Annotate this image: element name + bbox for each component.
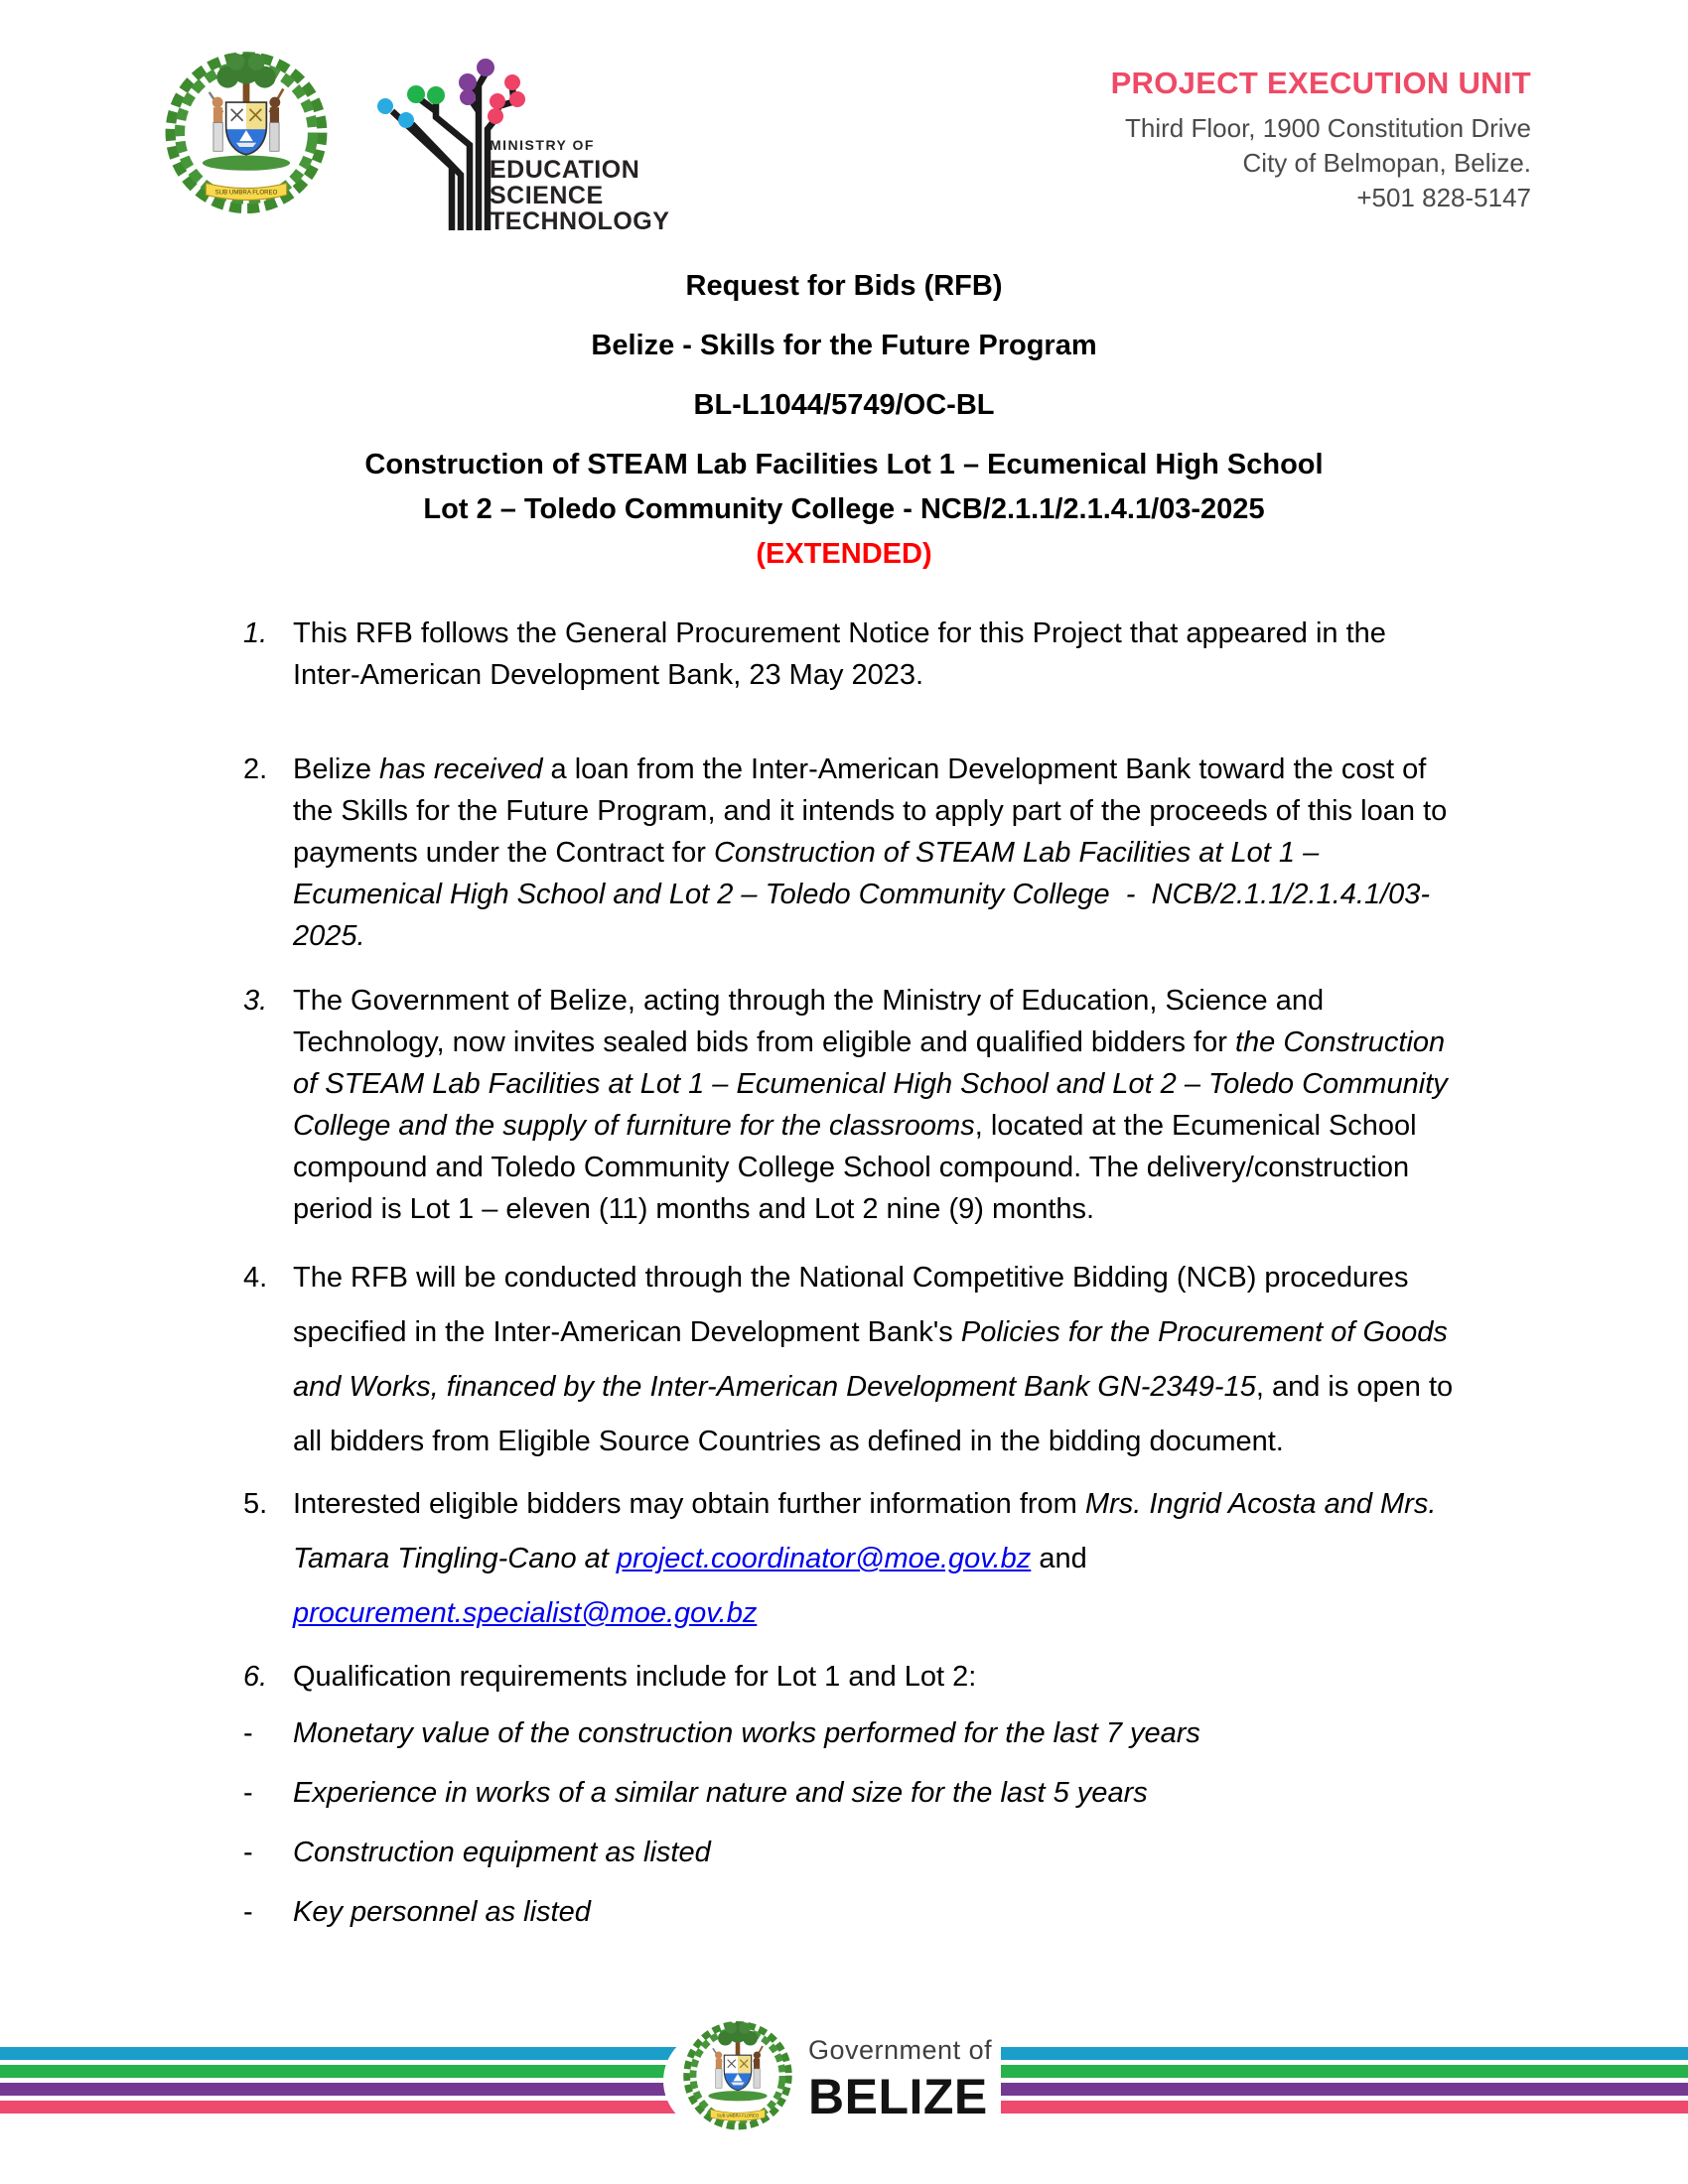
bullet-text: Construction equipment as listed	[293, 1837, 711, 1868]
bullet-dash: -	[243, 1837, 253, 1868]
peu-title: PROJECT EXECUTION UNIT	[1110, 66, 1531, 100]
footer-coat-of-arms-icon	[681, 2013, 794, 2142]
bullet-item-4	[243, 1891, 1460, 1933]
paragraph-2-text	[293, 749, 1460, 957]
paragraph-5-number: 5.	[243, 1488, 268, 1520]
title-construction-lot1: Construction of STEAM Lab Facilities Lot 1 – Ecumenical High School	[364, 449, 1324, 480]
text-segment: The RFB will be conducted through the National Competitive Bidding (NCB) procedures specified in the Inter-American Development Bank's	[293, 1262, 1417, 1348]
bullet-item-3	[243, 1832, 1460, 1873]
header	[162, 42, 1531, 233]
paragraph-1	[243, 613, 1460, 696]
text-segment: Belize	[293, 753, 380, 785]
peu-phone: +501 828-5147	[1356, 183, 1531, 212]
bullet-item-1	[243, 1712, 1460, 1754]
footer-belize: BELIZE	[808, 2069, 988, 2124]
bullet-text: Experience in works of a similar nature and size for the last 5 years	[293, 1777, 1148, 1809]
bullet-text: Monetary value of the construction works performed for the last 7 years	[293, 1717, 1200, 1749]
paragraph-4-text	[293, 1251, 1460, 1469]
title-program: Belize - Skills for the Future Program	[591, 330, 1097, 361]
bullet-dash: -	[243, 1896, 253, 1928]
text-segment-italic: has received	[379, 753, 543, 785]
paragraph-3	[243, 980, 1460, 1230]
title-loan-number: BL-L1044/5749/OC-BL	[693, 389, 995, 421]
paragraph-4-number: 4.	[243, 1262, 268, 1294]
text-segment: This RFB follows the General Procurement Notice for this Project that appeared in the Inter-American Development Bank, 23 May 2023.	[293, 617, 1394, 691]
footer-logo-text	[808, 2035, 992, 2125]
text-segment: , located at the Ecumenical School compound and Toledo Community College School compound. The delivery/construction period is Lot 1 – eleven (11) months and Lot 2 nine (9) months.	[293, 1110, 1425, 1225]
text-segment: , and is open to all bidders from Eligible Source Countries as defined in the bidding document.	[293, 1371, 1462, 1457]
government-of-belize-logo	[681, 2013, 992, 2142]
peu-address-line-1: Third Floor, 1900 Constitution Drive	[1125, 113, 1531, 143]
title-rfb: Request for Bids (RFB)	[685, 270, 1003, 302]
bullet-dash: -	[243, 1717, 253, 1749]
text-segment: The Government of Belize, acting through the Ministry of Education, Science and Technology, now invites sealed bids from eligible and qualified bidders for	[293, 985, 1332, 1058]
text-segment: a loan from the Inter-American Development Bank toward the cost of the Skills for the Future Program, and it intends to apply part of the proceeds of this loan to payments under the Contract for	[293, 753, 1456, 869]
paragraph-6-number: 6.	[243, 1661, 268, 1693]
bullet-item-2	[243, 1772, 1460, 1814]
paragraph-2	[243, 749, 1460, 957]
ministry-line-3: SCIENCE	[490, 182, 604, 209]
paragraph-5-text	[293, 1477, 1460, 1641]
bullet-dash: -	[243, 1777, 253, 1809]
title-block	[0, 271, 1688, 569]
title-extended: (EXTENDED)	[756, 538, 932, 570]
paragraph-6	[243, 1656, 1460, 1698]
text-segment: Qualification requirements include for Lot 1 and Lot 2:	[293, 1661, 977, 1693]
paragraph-3-text	[293, 980, 1460, 1230]
text-segment-italic: Mrs. Ingrid Acosta and Mrs. Tamara Tingling-Cano at	[293, 1488, 1445, 1574]
paragraph-1-text	[293, 613, 1460, 696]
text-segment: and	[1031, 1543, 1095, 1574]
text-segment-italic: Construction of STEAM Lab Facilities at Lot 1 – Ecumenical High School and Lot 2 – Toledo Community College - NCB/2.1.1/2.1.4.1/03-2025.	[293, 837, 1431, 952]
header-logos	[162, 42, 670, 235]
peu-address-line-2: City of Belmopan, Belize.	[1242, 148, 1531, 178]
peu-block	[1111, 42, 1531, 215]
document-body	[243, 613, 1460, 1933]
email-link-procurement-specialist[interactable]: procurement.specialist@moe.gov.bz	[293, 1597, 758, 1629]
belize-coat-of-arms-icon	[162, 42, 331, 230]
paragraph-2-number: 2.	[243, 753, 268, 785]
paragraph-6-text	[293, 1656, 1460, 1698]
paragraph-3-number: 3.	[243, 985, 268, 1017]
ministry-line-1: MINISTRY OF	[490, 137, 595, 153]
text-segment-italic: Policies for the Procurement of Goods and Works, financed by the Inter-American Development Bank GN-2349-15	[293, 1316, 1456, 1403]
ministry-logo	[349, 50, 670, 235]
footer-government-of: Government of	[808, 2035, 993, 2065]
ministry-line-4: TECHNOLOGY	[490, 207, 670, 235]
bullet-text: Key personnel as listed	[293, 1896, 591, 1928]
text-segment: Interested eligible bidders may obtain further information from	[293, 1488, 1085, 1520]
ministry-logo-text	[490, 137, 669, 234]
paragraph-4	[243, 1251, 1460, 1469]
email-link-project-coordinator[interactable]: project.coordinator@moe.gov.bz	[616, 1543, 1032, 1574]
paragraph-5	[243, 1477, 1460, 1641]
title-construction-lot2: Lot 2 – Toledo Community College - NCB/2.1.1/2.1.4.1/03-2025	[423, 493, 1265, 525]
ministry-line-2: EDUCATION	[490, 156, 640, 184]
text-segment-italic: the Construction of STEAM Lab Facilities at Lot 1 – Ecumenical High School and Lot 2 – Toledo Community College and the supply of furniture for the classrooms	[293, 1026, 1456, 1142]
paragraph-1-number: 1.	[243, 617, 268, 649]
